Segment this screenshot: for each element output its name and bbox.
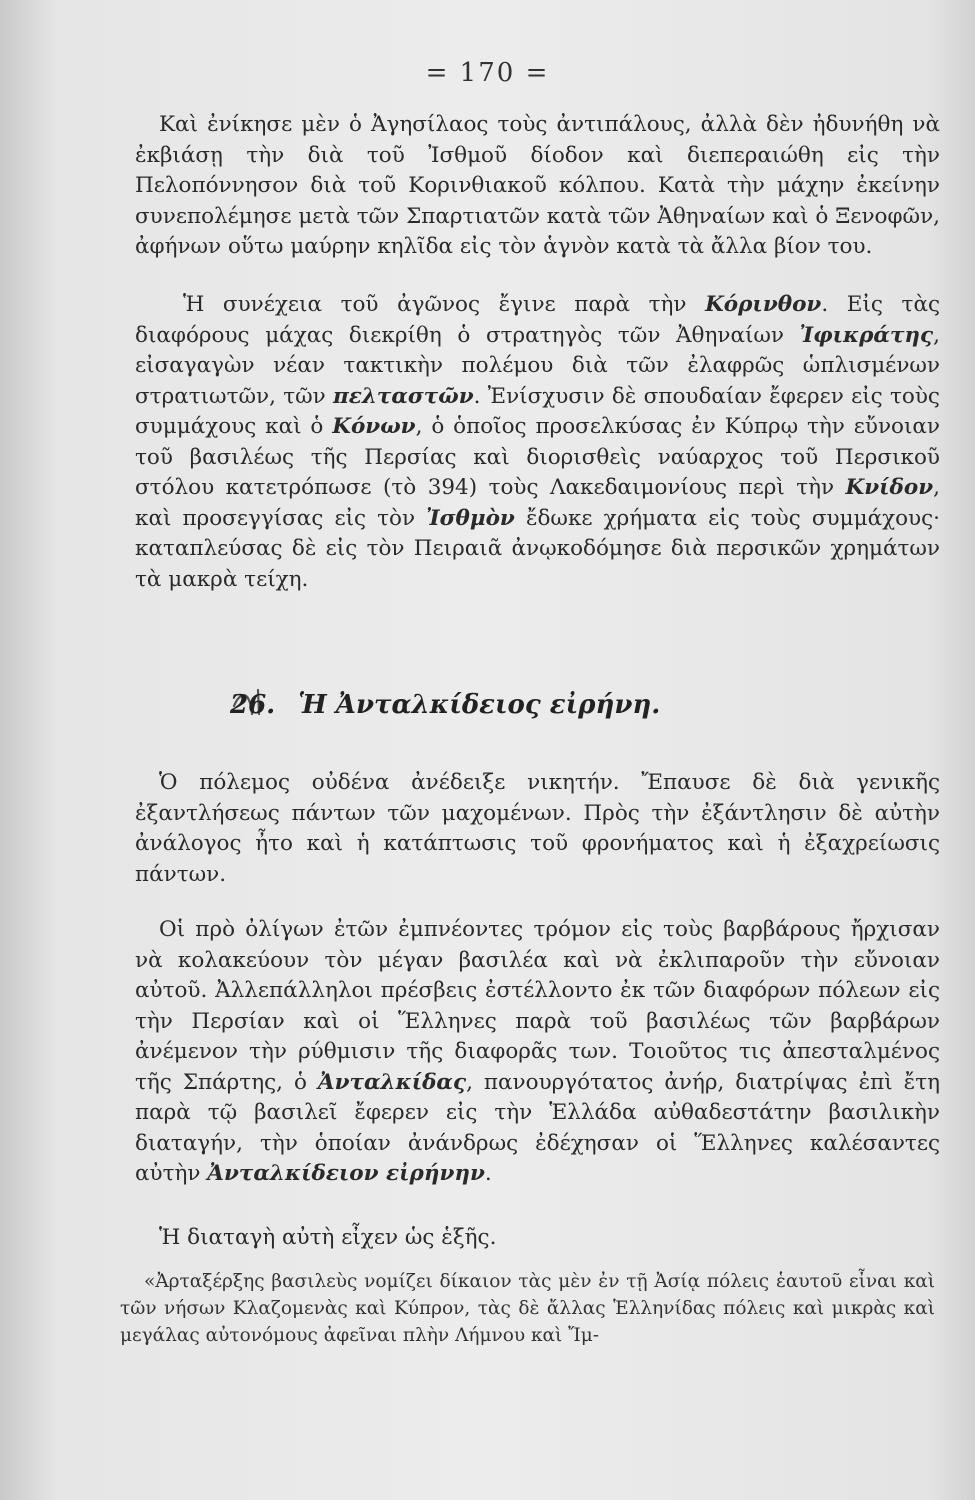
para2-bold-peltastai: πελταστῶν [333,383,474,409]
para2-text-1: Ἡ συνέχεια τοῦ ἀγῶνος ἔγινε παρὰ τὴν [183,292,706,317]
para2-bold-isthmos: Ἰσθμὸν [426,505,515,531]
para2-bold-korinthos: Κόρινθον [705,292,822,317]
paragraph-4 [135,915,940,1190]
para2-text-3: , εἰσαγαγὼν νέαν τακτικὴν πολέμου διὰ τῶν ἐλαφρῶς ὡπλισμένων στρατιωτῶν, τῶν [135,322,940,409]
para2-bold-iphikratis: Ἰφικράτης [799,322,934,348]
paragraph-1 [135,110,940,263]
paragraph-3 [135,768,940,890]
page-number: = 170 = [425,58,550,88]
paragraph-5 [135,1223,940,1254]
para2-text-6: , καὶ προσεγγίσας εἰς τὸν [135,475,940,531]
para4-bold-antalkideios: Ἀνταλκίδειον εἰρήνην [207,1161,485,1186]
para2-text-7: ἔδωκε χρήματα εἰς τοὺς συμμάχους· καταπλεύσας δὲ εἰς τὸν Πειραιᾶ ἀνῳκοδόμησε διὰ περσικῶν χρημάτων τὰ μακρὰ τείχη. [135,505,941,592]
paragraph-3-text: Ὁ πόλεμος οὐδένα ἀνέδειξε νικητήν. Ἔπαυσε δὲ διὰ γενικῆς ἐξαντλήσεως πάντων τῶν μαχομένων. Πρὸς τὴν ἐξάντλησιν δὲ αὐτὴν ἀνάλογος ἦτο καὶ ἡ κατάπτωσις τοῦ φρονήματος καὶ ἡ ἐξαχρείωσις πάντων. [135,770,940,887]
para4-text-2: , πανουργότατος ἀνήρ, διατρίψας ἐπὶ ἔτη παρὰ τῷ βασιλεῖ ἔφερεν εἰς τὴν Ἑλλάδα αὐθαδεστάτην βασιλικὴν διαταγήν, τὴν ὁποίαν ἀνάνδρως ἐδέχησαν οἱ Ἕλληνες καλέσαντες αὐτὴν [135,1069,940,1186]
para4-text-1: Οἱ πρὸ ὀλίγων ἐτῶν ἐμπνέοντες τρόμον εἰς τοὺς βαρβάρους ἤρχισαν νὰ κολακεύουν τὸν μέγαν βασιλέα καὶ νὰ ἐκλιπαροῦν τὴν εὔνοιαν αὐτοῦ. Ἀλλεπάλληλοι πρέσβεις ἐστέλλοντο ἐκ τῶν διαφόρων πόλεων εἰς τὴν Περσίαν καὶ οἱ Ἕλληνες παρὰ τοῦ βασιλέως τῶν βαρβάρων ἀνέμενον τὴν ρύθμισιν τῆς διαφορᾶς των. Τοιοῦτος τις ἀπεσταλμένος τῆς Σπάρτης, ὁ [135,917,940,1095]
decree-quote [120,1268,935,1349]
decree-quote-text: «Ἀρταξέρξης βασιλεὺς νομίζει δίκαιον τὰς μὲν ἐν τῇ Ἀσίᾳ πόλεις ἑαυτοῦ εἶναι καὶ τῶν νήσων Κλαζομενὰς καὶ Κύπρον, τὰς δὲ ἄλλας Ἑλληνίδας πόλεις καὶ μικρὰς καὶ μεγάλας αὐτονόμους ἀφεῖναι πλὴν Λήμνου καὶ Ἴμ- [120,1271,935,1346]
paragraph-5-text: Ἡ διαταγὴ αὐτὴ εἶχεν ὡς ἑξῆς. [159,1225,497,1250]
section-heading [230,690,930,720]
para2-bold-konon: Κόνων [332,414,416,439]
paragraph-4-text [135,915,940,1190]
para2-text-2: . Εἰς τὰς διαφόρους μάχας διεκρίθη ὁ στρατηγὸς τῶν Ἀθηναίων [135,292,940,348]
paragraph-1-text: Καὶ ἐνίκησε μὲν ὁ Ἀγησίλαος τοὺς ἀντιπάλους, ἀλλὰ δὲν ἠδυνήθη νὰ ἐκβιάσῃ τὴν διὰ τοῦ Ἰσθμοῦ δίοδον καὶ διεπεραιώθη εἰς τὴν Πελοπόννησον διὰ τοῦ Κορινθιακοῦ κόλπου. Κατὰ τὴν μάχην ἐκείνην συνεπολέμησε μετὰ τῶν Σπαρτιατῶν κατὰ τῶν Ἀθηναίων καὶ ὁ Ξενοφῶν, ἀφήνων οὕτω μαύρην κηλῖδα εἰς τὸν ἁγνὸν κατὰ τὰ ἄλλα βίον του. [135,112,940,259]
para4-bold-antalkidas: Ἀνταλκίδας [317,1069,467,1095]
para2-text-4: . Ἐνίσχυσιν δὲ σπουδαίαν ἔφερεν εἰς τοὺς συμμάχους καὶ ὁ [135,383,940,439]
para2-bold-knidos: Κνίδον [845,475,934,500]
section-number: 26. [230,690,276,720]
para4-text-3: . [484,1161,492,1186]
para2-text-5: , ὁ ὁποῖος προσελκύσας ἐν Κύπρῳ τὴν εὔνοιαν τοῦ βασιλέως τῆς Περσίας καὶ διορισθεὶς ναύαρχος τοῦ Περσικοῦ στόλου κατετρόπωσε (τὸ 394) τοὺς Λακεδαιμονίους περὶ τὴν [135,414,940,500]
paragraph-2-text [135,290,940,595]
section-title: Ἡ Ἀνταλκίδειος εἰρήνη. [298,690,661,720]
paragraph-2 [135,290,940,595]
